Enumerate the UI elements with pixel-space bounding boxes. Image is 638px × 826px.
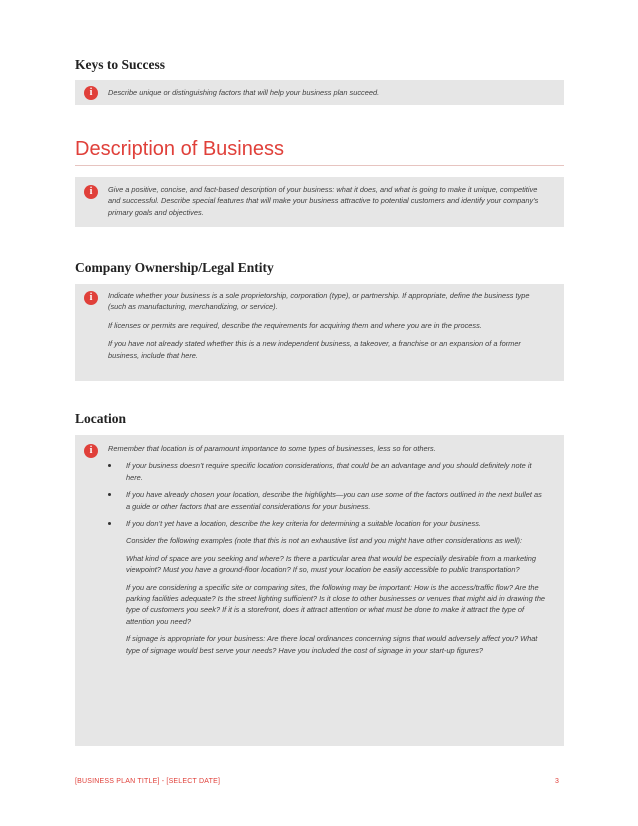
- location-paragraph-3: If you are considering a specific site or comparing sites, the following may be important: How is the access/traffic flow? Are the parking facilities adequate? Is the street lighting sufficient? Is it close to other businesses or venues that might aid in drawing the type of customers you seek? If it is a storefront, does it attract attention or what must be done to make it attract the type of attention you need?: [126, 582, 546, 626]
- bullet-icon: [108, 464, 111, 467]
- bullet-icon: [108, 493, 111, 496]
- location-paragraph-4: If signage is appropriate for your business: Are there local ordinances concerning signs that would adversely affect you? What type of signage would best serve your needs? Have you included the cost of signage in your start-up figures?: [126, 634, 538, 655]
- description-heading: Description of Business: [75, 138, 284, 160]
- description-tip-text: Give a positive, concise, and fact-based description of your business: what it does, and what is going to make it unique, competitive and successful. Describe special features that will make your business attractive to potential customers and identify your company’s primary goals and objectives.: [108, 185, 539, 217]
- info-icon: i: [84, 185, 98, 199]
- location-bullet-2-text: If you have already chosen your location, describe the highlights—you can use some of the factors outlined in the next bullet as a guide or other factors that are essential considerations for your business.: [126, 490, 542, 511]
- ownership-heading: Company Ownership/Legal Entity: [75, 260, 274, 275]
- location-paragraph-2: What kind of space are you seeking and where? Is there a particular area that would be especially desirable from a marketing viewpoint? Must you have a ground-floor location? If so, must your location be easily accessible to public transportation?: [126, 553, 536, 575]
- info-icon: i: [84, 86, 98, 100]
- location-bullet-1-text: If your business doesn’t require specific location considerations, that could be an advantage and you should definitely note it here.: [126, 461, 532, 482]
- bullet-icon: [108, 522, 111, 525]
- keys-tip-box: [75, 80, 564, 105]
- ownership-tip-1: Indicate whether your business is a sole proprietorship, corporation (type), or partnership. If appropriate, define the business type (such as manufacturing, merchandizing, or service).: [108, 291, 530, 312]
- location-tip-box: [75, 435, 564, 746]
- location-bullets: [108, 460, 546, 529]
- location-bullet-3: [108, 518, 546, 529]
- keys-heading: Keys to Success: [75, 57, 165, 72]
- footer-title: [BUSINESS PLAN TITLE] - [SELECT DATE]: [75, 778, 221, 785]
- location-bullet-2: [108, 489, 546, 512]
- ownership-tip-box: [75, 284, 564, 381]
- location-heading: Location: [75, 411, 127, 426]
- description-tip-box: [75, 177, 564, 227]
- location-paragraph-1: Consider the following examples (note that this is not an exhaustive list and you might have other considerations as well):: [126, 536, 523, 546]
- location-bullet-3-text: If you don’t yet have a location, describe the key criteria for determining a suitable location for your business.: [126, 519, 481, 529]
- ownership-tip-2: If licenses or permits are required, describe the requirements for acquiring them and where you are in the process.: [108, 320, 482, 330]
- location-intro: Remember that location is of paramount importance to some types of businesses, less so for others.: [108, 444, 436, 453]
- ownership-tip-3: If you have not already stated whether this is a new independent business, a takeover, a franchise or an expansion of a former business, include that here.: [108, 339, 521, 360]
- info-icon: i: [84, 444, 98, 458]
- keys-tip-text: Describe unique or distinguishing factors that will help your business plan succeed.: [108, 88, 380, 97]
- section-divider: [75, 165, 564, 166]
- page-number: 3: [555, 778, 559, 785]
- info-icon: i: [84, 291, 98, 305]
- location-bullet-1: [108, 460, 546, 483]
